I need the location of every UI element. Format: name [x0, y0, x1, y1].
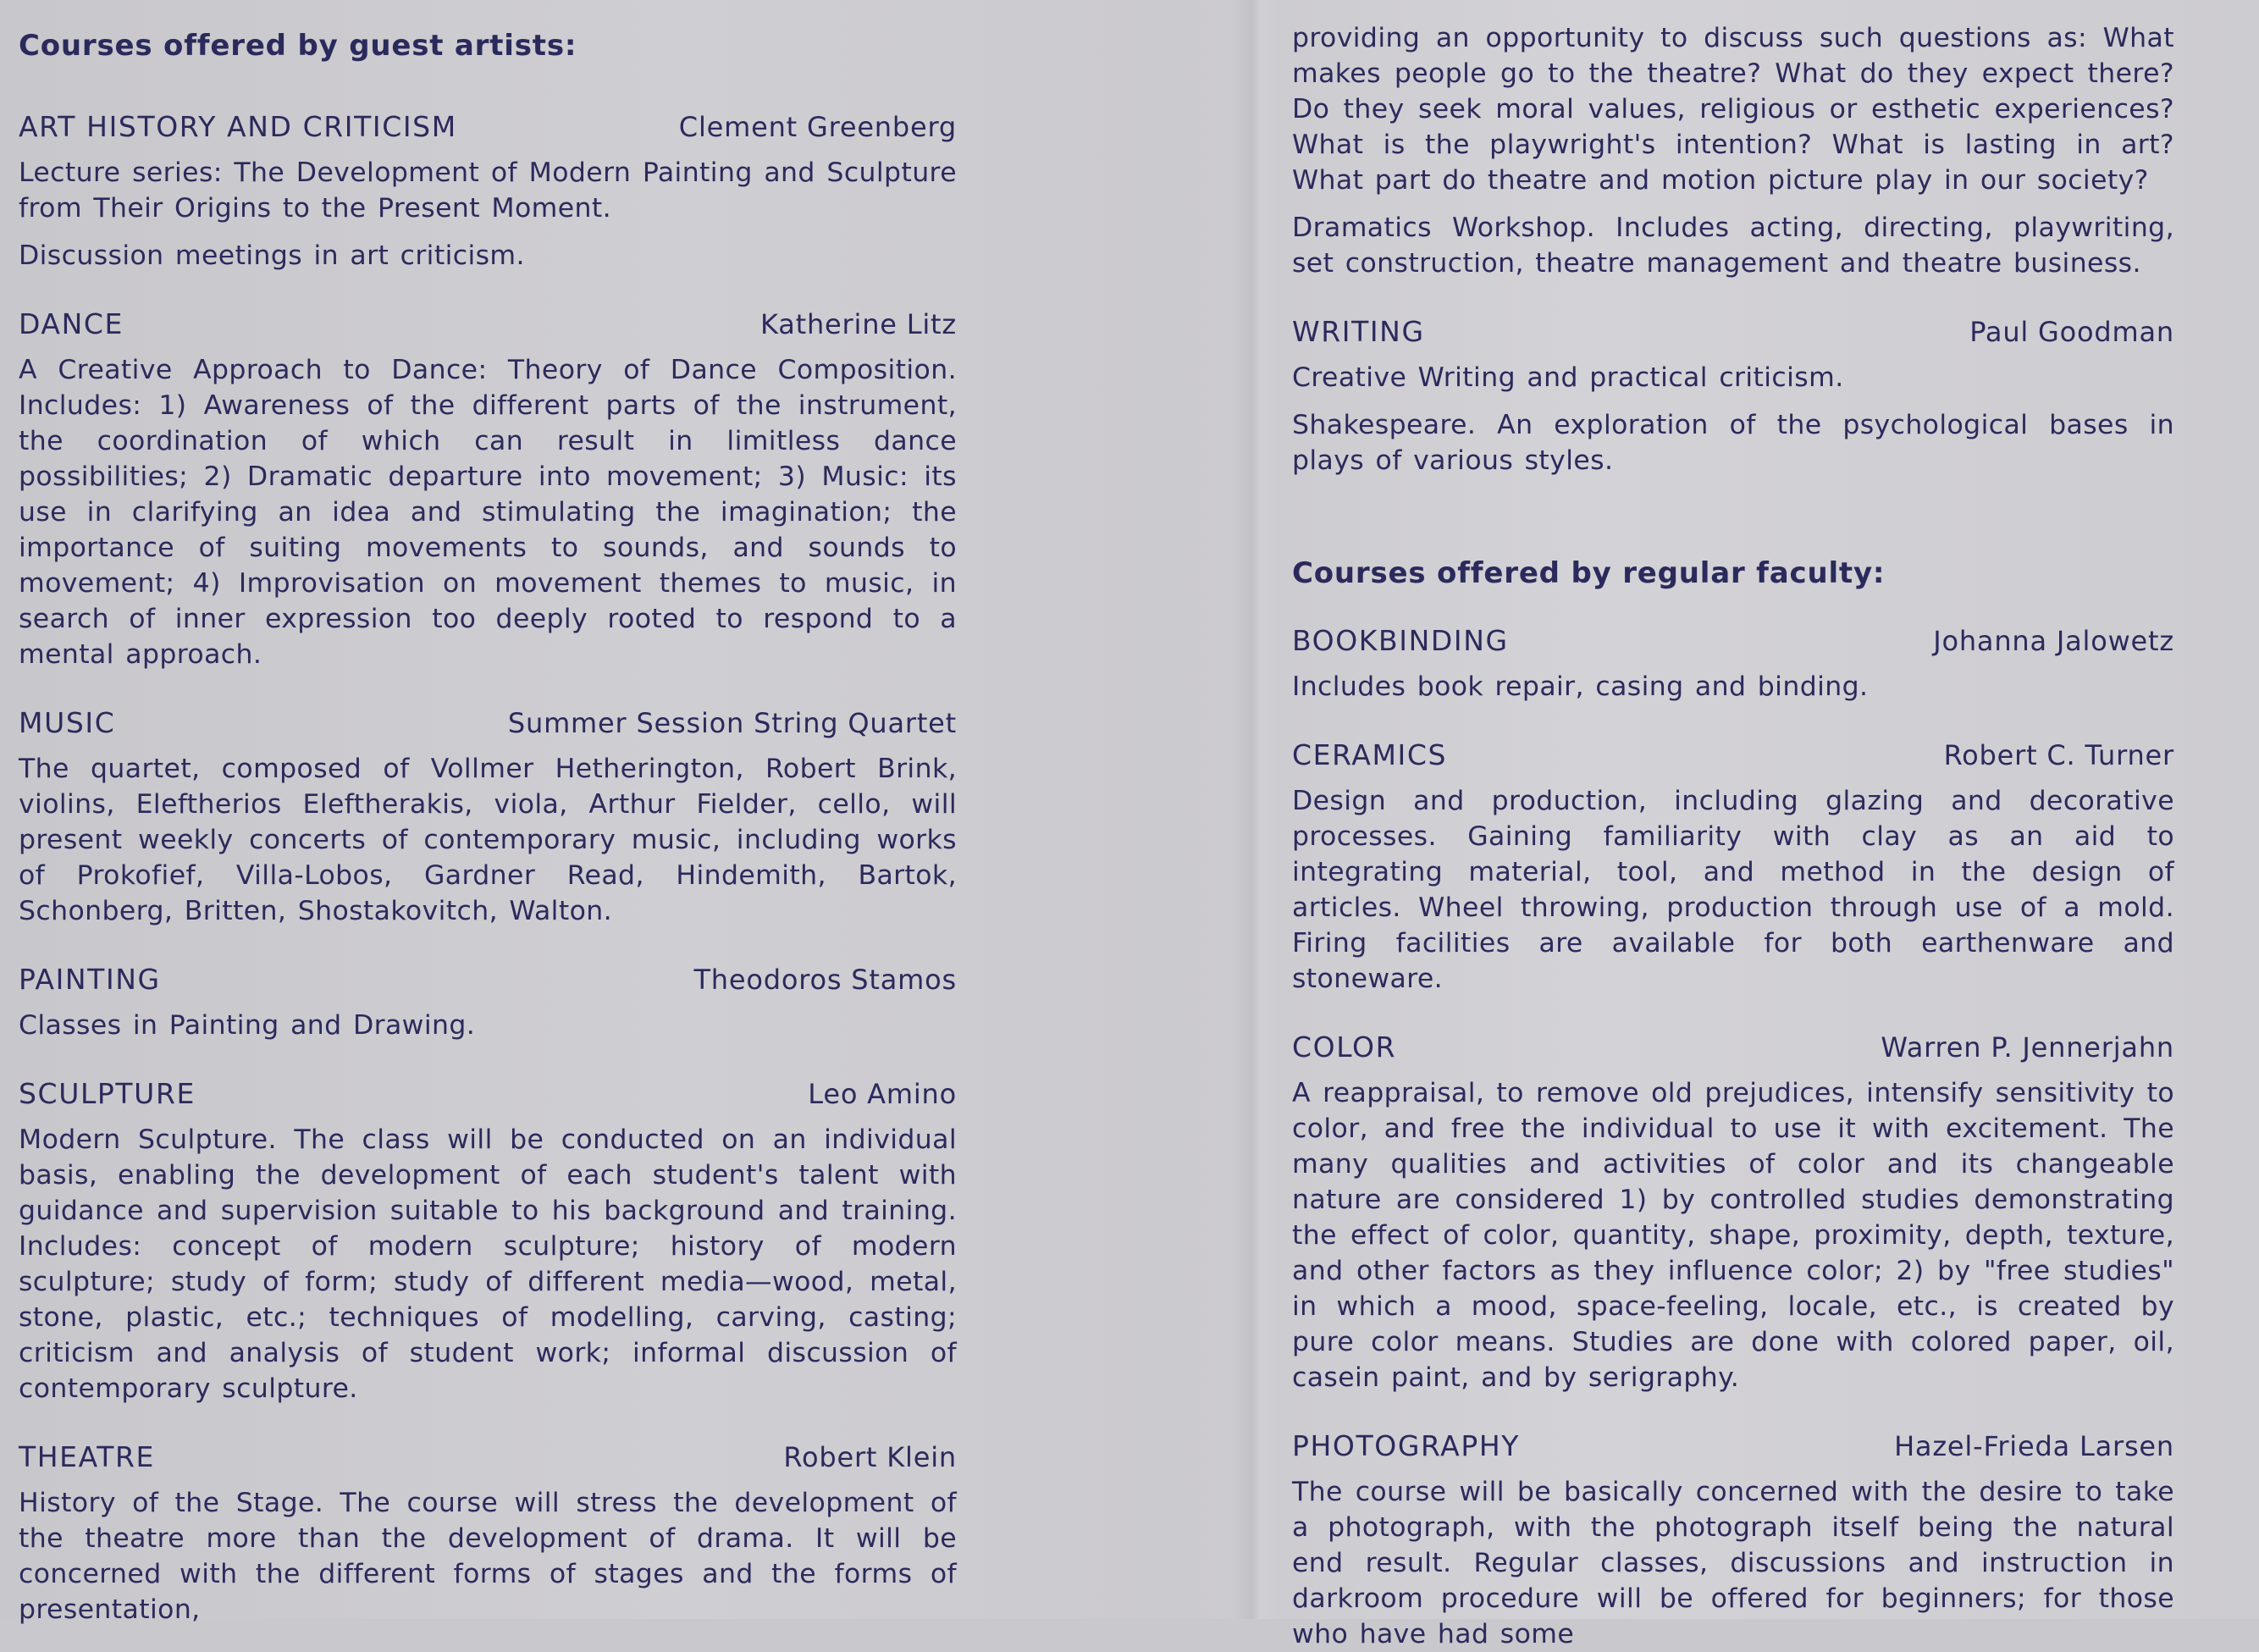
course-header — [1292, 624, 2174, 657]
right-column — [1292, 0, 2174, 1652]
course-writing — [1292, 315, 2174, 478]
course-instructor: Summer Session String Quartet — [507, 707, 957, 739]
course-header — [19, 1077, 957, 1110]
course-instructor: Robert C. Turner — [1943, 739, 2174, 771]
course-description: A reappraisal, to remove old prejudices, intensify sensitivity to color, and free the individual to use it with excitement. The many qualities and activities of color and its changeable nature are considered 1) by controlled studies demonstrating the effect of color, quantity, shape, proximity, depth, texture, and other factors as they influence color; 2) by "free studies" in which a mood, space-feeling, locale, etc., is created by pure color means. Studies are done with colored paper, oil, casein paint, and by serigraphy. — [1292, 1078, 2174, 1393]
course-title: MUSIC — [19, 706, 116, 739]
course-art-history — [19, 110, 957, 273]
course-description: Lecture series: The Development of Modern Painting and Sculpture from Their Origins to the Present Moment. — [19, 157, 957, 224]
course-title: PHOTOGRAPHY — [1292, 1429, 1521, 1462]
course-sculpture — [19, 1077, 957, 1406]
course-title: COLOR — [1292, 1030, 1397, 1064]
page-fold — [1229, 0, 1280, 1619]
course-dance — [19, 307, 957, 672]
regular-faculty-heading: Courses offered by regular faculty: — [1292, 556, 1886, 590]
course-header — [19, 110, 957, 143]
course-description: Modern Sculpture. The class will be conducted on an individual basis, enabling the development of each student's talent with guidance and supervision suitable to his background and training. Includes: concept of modern sculpture; history of modern sculpture; study of form; study of different media—wood, metal, stone, plastic, etc.; techniques of modelling, carving, casting; criticism and analysis of student work; informal discussion of contemporary sculpture. — [19, 1124, 957, 1404]
course-title: BOOKBINDING — [1292, 624, 1509, 657]
course-instructor: Johanna Jalowetz — [1933, 625, 2174, 657]
course-description: History of the Stage. The course will stress the development of the theatre more than the development of drama. It will be concerned with the different forms of stages and the forms of presentation, — [19, 1488, 957, 1625]
course-header — [1292, 1429, 2174, 1462]
guest-artists-heading: Courses offered by guest artists: — [19, 29, 577, 63]
course-title: SCULPTURE — [19, 1077, 196, 1110]
course-description: The course will be basically concerned with the desire to take a photograph, with the photograph itself being the natural end result. Regular classes, discussions and instruction in darkroom procedure will be offered for beginners; for those who have had some — [1292, 1477, 2174, 1649]
course-header — [1292, 738, 2174, 771]
course-instructor: Leo Amino — [808, 1078, 957, 1110]
course-header — [1292, 315, 2174, 348]
course-instructor: Clement Greenberg — [678, 111, 957, 143]
course-title: PAINTING — [19, 963, 161, 996]
course-description: Design and production, including glazing and decorative processes. Gaining familiarity with clay as an aid to integrating material, tool, and method in the design of articles. Wheel throwing, production through use of a mold. Firing facilities are available for both earthenware and stoneware. — [1292, 786, 2174, 994]
course-title: THEATRE — [19, 1440, 155, 1473]
course-music — [19, 706, 957, 929]
theatre-description-continued: providing an opportunity to discuss such questions as: What makes people go to the theatre? What do they expect there? Do they seek moral values, religious or esthetic experiences? What is the playwright's intention? What is lasting in art? What part do theatre and motion picture play in our society? — [1292, 23, 2174, 196]
course-header — [19, 307, 957, 340]
course-instructor: Paul Goodman — [1969, 316, 2174, 348]
course-description: Discussion meetings in art criticism. — [19, 240, 525, 271]
course-description: Classes in Painting and Drawing. — [19, 1010, 476, 1041]
course-header — [19, 1440, 957, 1473]
course-header — [19, 963, 957, 996]
course-title: ART HISTORY AND CRITICISM — [19, 110, 457, 143]
course-description: Creative Writing and practical criticism. — [1292, 362, 1844, 393]
course-theatre — [19, 1440, 957, 1627]
course-description: The quartet, composed of Vollmer Hetherington, Robert Brink, violins, Eleftherios Eleftherakis, viola, Arthur Fielder, cello, will present weekly concerts of contemporary music, including works of Prokofief, Villa-Lobos, Gardner Read, Hindemith, Bartok, Schonberg, Britten, Shostakovitch, Walton. — [19, 754, 957, 926]
course-instructor: Theodoros Stamos — [693, 964, 957, 996]
left-column — [19, 0, 957, 1627]
course-header — [19, 706, 957, 739]
course-instructor: Katherine Litz — [760, 308, 957, 340]
course-title: CERAMICS — [1292, 738, 1448, 771]
course-instructor: Warren P. Jennerjahn — [1881, 1031, 2174, 1064]
course-bookbinding — [1292, 624, 2174, 704]
course-title: DANCE — [19, 307, 124, 340]
course-instructor: Robert Klein — [783, 1441, 957, 1473]
course-description: Shakespeare. An exploration of the psychological bases in plays of various styles. — [1292, 410, 2174, 476]
course-header — [1292, 1030, 2174, 1064]
course-title: WRITING — [1292, 315, 1425, 348]
theatre-workshop-description: Dramatics Workshop. Includes acting, directing, playwriting, set construction, theatre management and theatre business. — [1292, 213, 2174, 279]
course-description: Includes book repair, casing and binding. — [1292, 671, 1869, 702]
course-instructor: Hazel-Frieda Larsen — [1894, 1430, 2174, 1462]
course-color — [1292, 1030, 2174, 1395]
course-ceramics — [1292, 738, 2174, 997]
course-description: A Creative Approach to Dance: Theory of Dance Composition. Includes: 1) Awareness of the different parts of the instrument, the coordination of which can result in limitless dance possibilities; 2) Dramatic departure into movement; 3) Music: its use in clarifying an idea and stimulating the imagination; the importance of suiting movements to sounds, and sounds to movement; 4) Improvisation on movement themes to music, in search of inner expression too deeply rooted to respond to a mental approach. — [19, 355, 957, 670]
course-painting — [19, 963, 957, 1043]
